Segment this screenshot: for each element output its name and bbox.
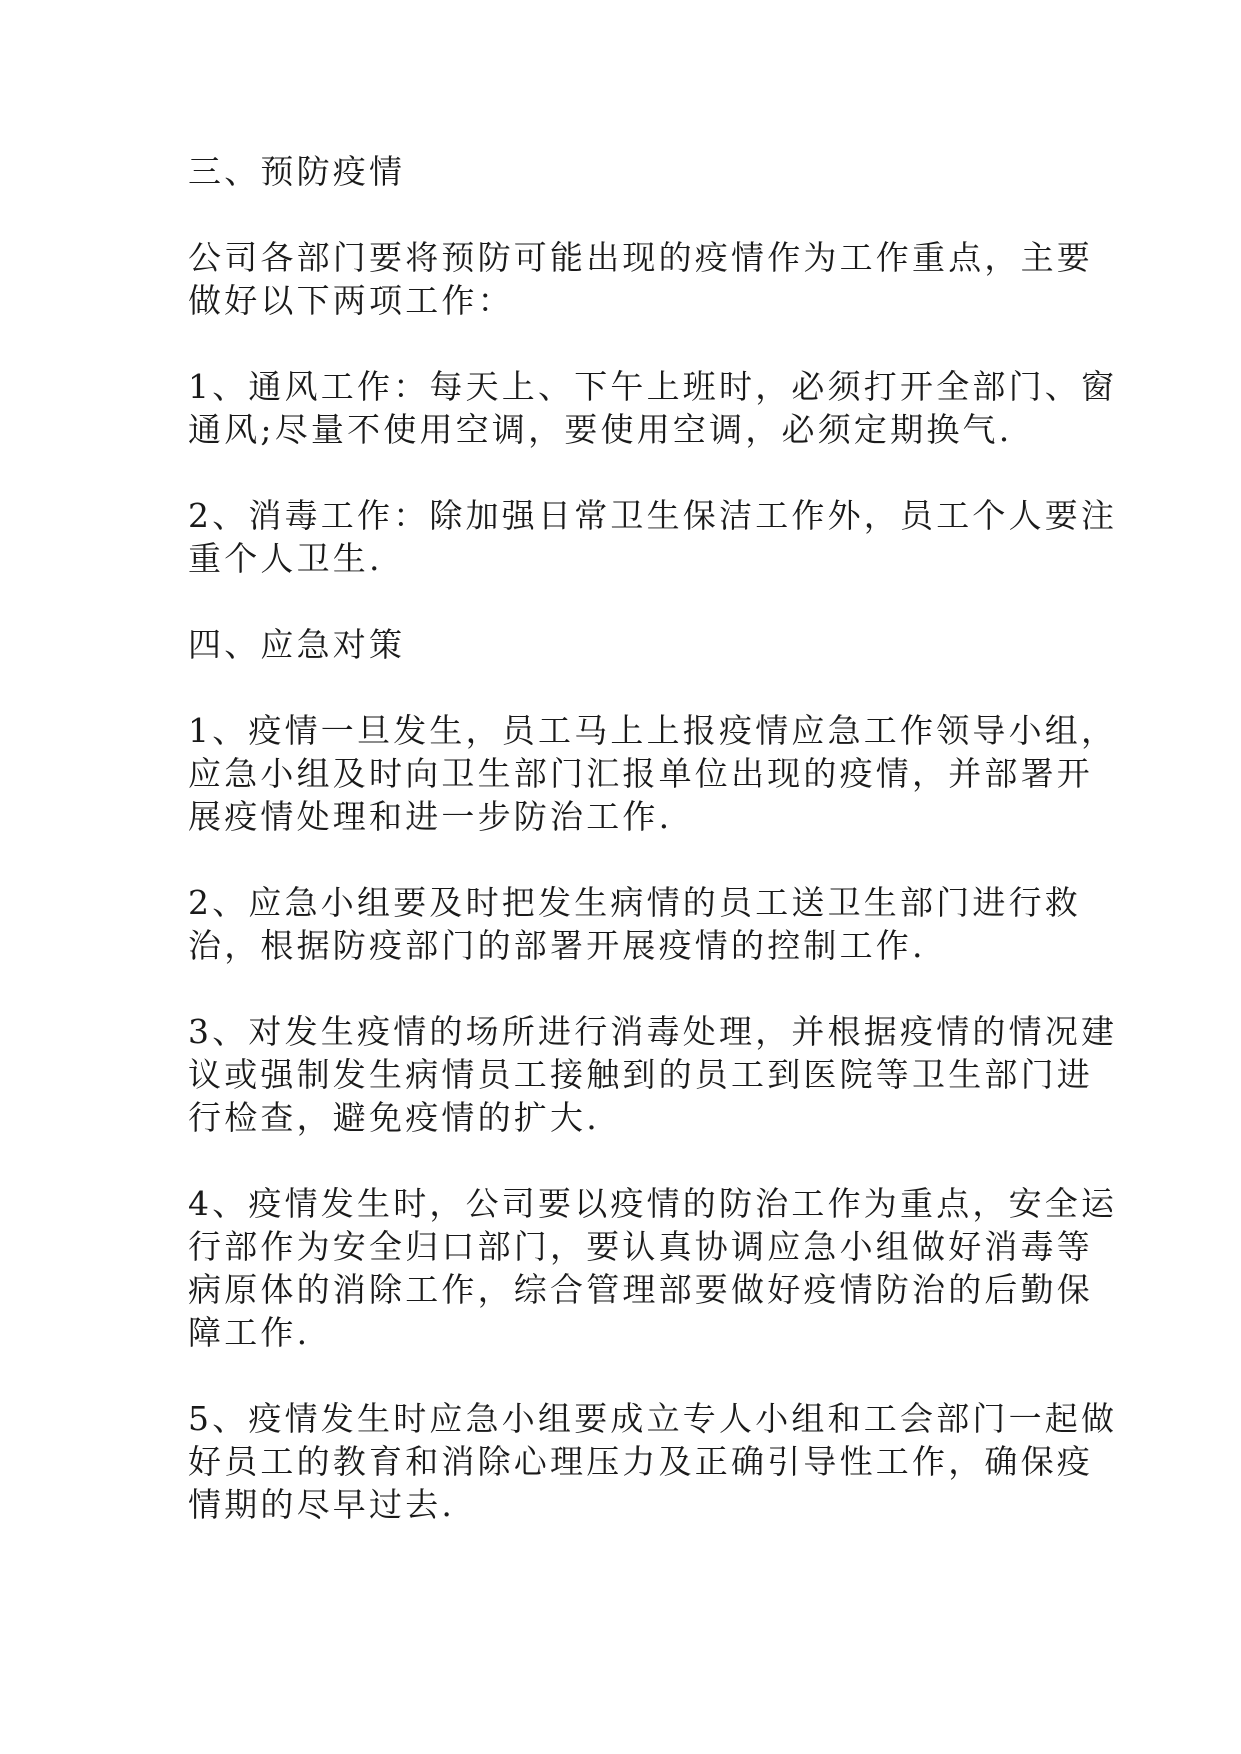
text-line: 2、应急小组要及时把发生病情的员工送卫生部门进行救 bbox=[188, 883, 1081, 922]
section-heading-prevent-epidemic bbox=[188, 150, 1053, 193]
section-heading-emergency bbox=[188, 623, 1053, 666]
text-line: 情期的尽早过去. bbox=[188, 1485, 456, 1524]
text-line: 通风;尽量不使用空调，要使用空调，必须定期换气. bbox=[188, 410, 1013, 449]
prevent-item-ventilation bbox=[188, 365, 1118, 451]
text-line: 1、通风工作：每天上、下午上班时，必须打开全部门、窗 bbox=[188, 367, 1118, 406]
text-line: 1、疫情一旦发生，员工马上上报疫情应急工作领导小组， bbox=[188, 711, 1118, 750]
text-line: 4、疫情发生时，公司要以疫情的防治工作为重点，安全运 bbox=[188, 1184, 1118, 1223]
text-line: 展疫情处理和进一步防治工作. bbox=[188, 797, 673, 836]
text-line: 5、疫情发生时应急小组要成立专人小组和工会部门一起做 bbox=[188, 1399, 1118, 1438]
text-line: 好员工的教育和消除心理压力及正确引导性工作，确保疫 bbox=[188, 1442, 1093, 1481]
text-line: 公司各部门要将预防可能出现的疫情作为工作重点，主要 bbox=[188, 238, 1093, 277]
emergency-item-4 bbox=[188, 1182, 1118, 1354]
text-line: 做好以下两项工作： bbox=[188, 281, 514, 320]
document-body bbox=[188, 150, 1118, 1569]
emergency-item-5 bbox=[188, 1397, 1118, 1526]
emergency-item-3 bbox=[188, 1010, 1118, 1139]
emergency-item-2 bbox=[188, 881, 1081, 967]
text-line: 3、对发生疫情的场所进行消毒处理，并根据疫情的情况建 bbox=[188, 1012, 1118, 1051]
text-line: 行部作为安全归口部门，要认真协调应急小组做好消毒等 bbox=[188, 1227, 1093, 1266]
emergency-item-1 bbox=[188, 709, 1118, 838]
text-line: 病原体的消除工作，综合管理部要做好疫情防治的后勤保 bbox=[188, 1270, 1093, 1309]
text-line: 重个人卫生. bbox=[188, 539, 383, 578]
text-line: 议或强制发生病情员工接触到的员工到医院等卫生部门进 bbox=[188, 1055, 1093, 1094]
text-line: 2、消毒工作：除加强日常卫生保洁工作外，员工个人要注 bbox=[188, 496, 1118, 535]
text-line: 障工作. bbox=[188, 1313, 311, 1352]
text-line: 治，根据防疫部门的部署开展疫情的控制工作. bbox=[188, 926, 926, 965]
text-line: 应急小组及时向卫生部门汇报单位出现的疫情，并部署开 bbox=[188, 754, 1093, 793]
prevent-item-disinfection bbox=[188, 494, 1118, 580]
text-line: 四、应急对策 bbox=[188, 625, 406, 664]
prevent-intro-paragraph bbox=[188, 236, 1093, 322]
text-line: 三、预防疫情 bbox=[188, 152, 406, 191]
text-line: 行检查，避免疫情的扩大. bbox=[188, 1098, 600, 1137]
